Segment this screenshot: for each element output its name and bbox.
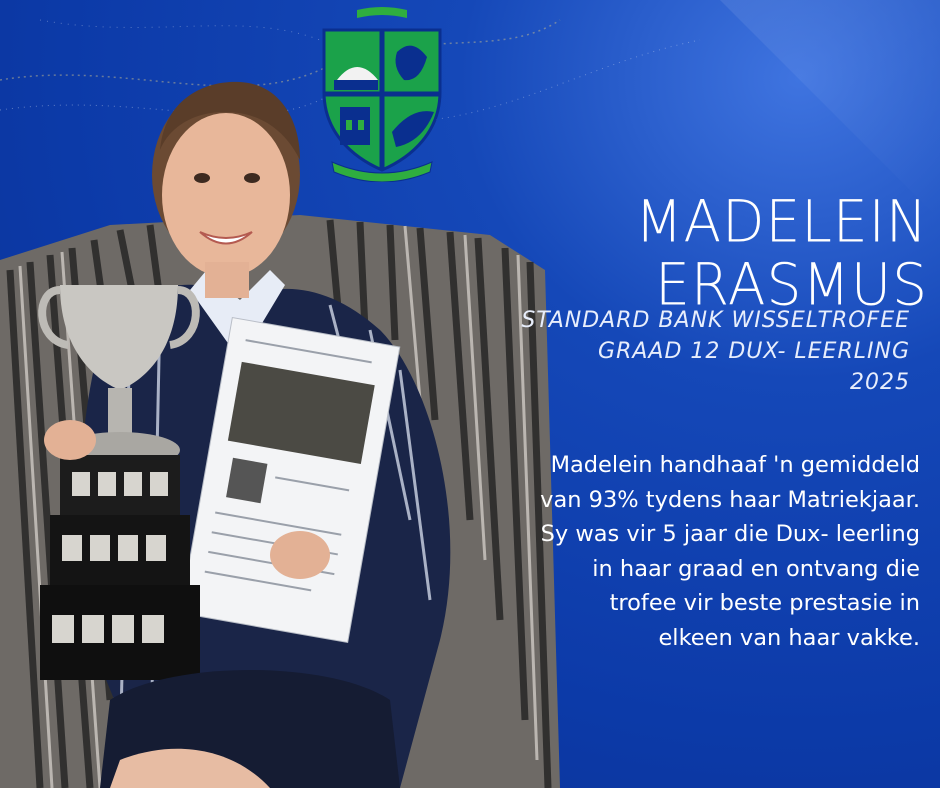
award-line: GRAAD 12 DUX- LEERLING	[598, 339, 910, 364]
trophy	[40, 285, 200, 680]
description-line: Sy was vir 5 jaar die Dux- leerling	[540, 521, 920, 547]
achievement-description	[440, 448, 920, 655]
award-line: STANDARD BANK WISSELTROFEE	[521, 308, 910, 333]
award-year: 2025	[850, 370, 910, 395]
school-crest-icon	[312, 2, 452, 182]
student-name: MADELEIN ERASMUS	[635, 187, 928, 319]
description-line: elkeen van haar vakke.	[658, 624, 920, 651]
description-line: in haar graad en ontvang die	[592, 555, 920, 582]
description-line: trofee vir beste prestasie in	[609, 590, 920, 616]
description-line: van 93% tydens haar Matriekjaar.	[540, 486, 920, 513]
award-title	[430, 305, 910, 398]
description-line: Madelein handhaaf 'n gemiddeld	[550, 452, 920, 478]
